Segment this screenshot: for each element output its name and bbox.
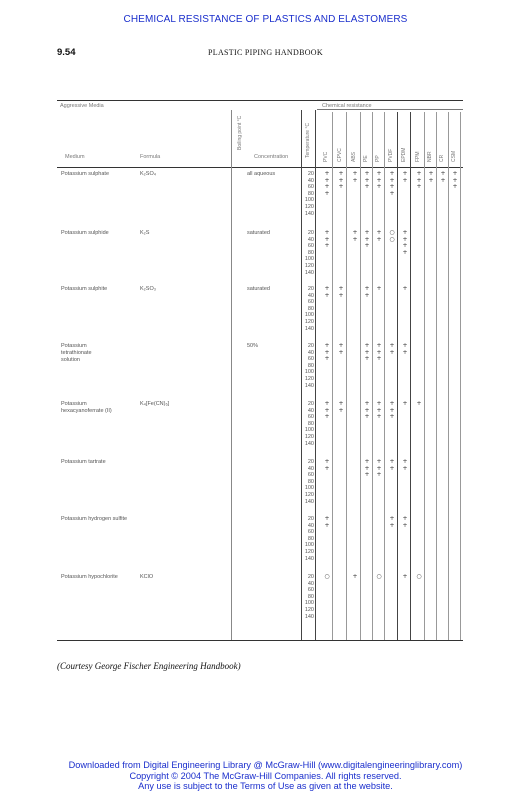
resistance-mark: + + +	[376, 458, 382, 479]
resistance-mark: + +	[324, 515, 330, 529]
footer-line-1: Downloaded from Digital Engineering Library @ McGraw-Hill (www.digitalengineeringlibrary.com)	[68, 760, 463, 770]
figure-caption: (Courtesy George Fischer Engineering Handbook)	[57, 661, 241, 671]
temperature-cell: 20 40 60 80 100 120 140	[304, 171, 314, 217]
resistance-mark: + +	[364, 285, 370, 299]
temperature-cell: 20 40 60 80 100 120 140	[304, 459, 314, 505]
concentration-cell: saturated	[247, 286, 270, 292]
group-header-resistance: Chemical resistance	[322, 103, 372, 109]
group-header-media: Aggressive Media	[60, 103, 104, 109]
footer-line-3: Any use is subject to the Terms of Use as given at the website.	[138, 781, 393, 791]
medium-cell: Potassium tetrathionate solution	[61, 343, 92, 363]
resistance-mark: + +	[389, 342, 395, 356]
resistance-mark: + + +	[364, 342, 370, 363]
resistance-mark: + +	[352, 170, 358, 184]
formula-cell: K₂S	[140, 230, 150, 236]
resistance-mark: + +	[428, 170, 434, 184]
col-header-temperature: Temperature °C	[305, 122, 311, 158]
medium-cell: Potassium hexacyanoferrate (II)	[61, 401, 112, 414]
medium-cell: Potassium hydrogen sulfite	[61, 516, 128, 522]
temperature-cell: 20 40 60 80 100 120 140	[304, 343, 314, 389]
col-header-concentration: Concentration	[254, 154, 289, 160]
material-header: CPVC	[337, 148, 343, 162]
resistance-mark: + + +	[324, 342, 330, 363]
resistance-mark: + + +	[452, 170, 458, 191]
resistance-mark: + + +	[364, 170, 370, 191]
formula-cell: KClO	[140, 574, 154, 580]
resistance-mark: + + +	[416, 170, 422, 191]
resistance-mark: +	[402, 285, 408, 292]
resistance-mark: + +	[324, 458, 330, 472]
resistance-mark: + +	[389, 515, 395, 529]
formula-cell: K₂SO₃	[140, 286, 156, 292]
material-header: PVDF	[388, 148, 394, 162]
resistance-mark: +	[402, 400, 408, 407]
material-header: CSM	[451, 150, 457, 162]
formula-cell: K₄[Fe(CN)₆]	[140, 401, 170, 407]
material-header: NBR	[427, 151, 433, 162]
resistance-mark: + + + +	[324, 170, 330, 197]
medium-cell: Potassium tartrate	[61, 459, 106, 465]
resistance-mark: + + +	[389, 400, 395, 421]
resistance-mark: + +	[402, 458, 408, 472]
resistance-mark: + +	[376, 229, 382, 243]
resistance-mark: + +	[440, 170, 446, 184]
page-number: 9.54	[57, 47, 76, 58]
material-header: ABS	[351, 151, 357, 162]
resistance-mark: + + +	[376, 400, 382, 421]
running-head: PLASTIC PIPING HANDBOOK	[208, 48, 323, 57]
resistance-mark: + + +	[364, 400, 370, 421]
material-header: CR	[439, 154, 445, 162]
temperature-cell: 20 40 60 80 100 120 140	[304, 574, 314, 620]
material-header: PP	[375, 155, 381, 162]
resistance-mark: + +	[352, 229, 358, 243]
resistance-mark: ○	[324, 573, 330, 580]
medium-cell: Potassium sulphate	[61, 171, 109, 177]
resistance-mark: + +	[338, 400, 344, 414]
chemical-resistance-table	[57, 100, 463, 662]
resistance-mark: + +	[402, 170, 408, 184]
resistance-mark: + + +	[324, 400, 330, 421]
temperature-cell: 20 40 60 80 100 120 140	[304, 230, 314, 276]
concentration-cell: 50%	[247, 343, 259, 349]
download-footer	[0, 760, 531, 792]
resistance-mark: + + +	[376, 342, 382, 363]
resistance-mark: ○ ○	[389, 229, 395, 243]
resistance-mark: + + +	[324, 229, 330, 250]
medium-cell: Potassium hypochlorite	[61, 574, 118, 580]
resistance-mark: + +	[338, 342, 344, 356]
resistance-mark: +	[376, 285, 382, 292]
col-header-medium: Medium	[65, 154, 85, 160]
col-header-formula: Formula	[140, 154, 161, 160]
resistance-mark: + +	[338, 285, 344, 299]
concentration-cell: saturated	[247, 230, 270, 236]
resistance-mark: + +	[402, 342, 408, 356]
formula-cell: K₂SO₄	[140, 171, 156, 177]
resistance-mark: ○	[416, 573, 422, 580]
material-header: EPDM	[401, 147, 407, 162]
material-header: FPM	[415, 151, 421, 162]
temperature-cell: 20 40 60 80 100 120 140	[304, 401, 314, 447]
medium-cell: Potassium sulphide	[61, 230, 109, 236]
resistance-mark: +	[416, 400, 422, 407]
resistance-mark: ○	[376, 573, 382, 580]
concentration-cell: all aqueous	[247, 171, 276, 177]
resistance-mark: + + +	[338, 170, 344, 191]
footer-line-2: Copyright © 2004 The McGraw-Hill Companies. All rights reserved.	[129, 770, 402, 781]
resistance-mark: + + + +	[389, 170, 395, 197]
resistance-mark: + +	[389, 458, 395, 472]
resistance-mark: +	[352, 573, 358, 580]
col-header-boiling: Boiling point °C	[237, 115, 243, 150]
resistance-mark: +	[402, 573, 408, 580]
temperature-cell: 20 40 60 80 100 120 140	[304, 516, 314, 562]
resistance-mark: + + +	[364, 229, 370, 250]
resistance-mark: + +	[402, 515, 408, 529]
temperature-cell: 20 40 60 80 100 120 140	[304, 286, 314, 332]
medium-cell: Potassium sulphite	[61, 286, 108, 292]
resistance-mark: + + +	[364, 458, 370, 479]
material-header: PVC	[323, 151, 329, 162]
resistance-mark: + +	[324, 285, 330, 299]
resistance-mark: + + + +	[402, 229, 408, 256]
top-banner: CHEMICAL RESISTANCE OF PLASTICS AND ELASTOMERS	[123, 14, 408, 25]
material-header: PE	[363, 155, 369, 162]
resistance-mark: + + +	[376, 170, 382, 191]
